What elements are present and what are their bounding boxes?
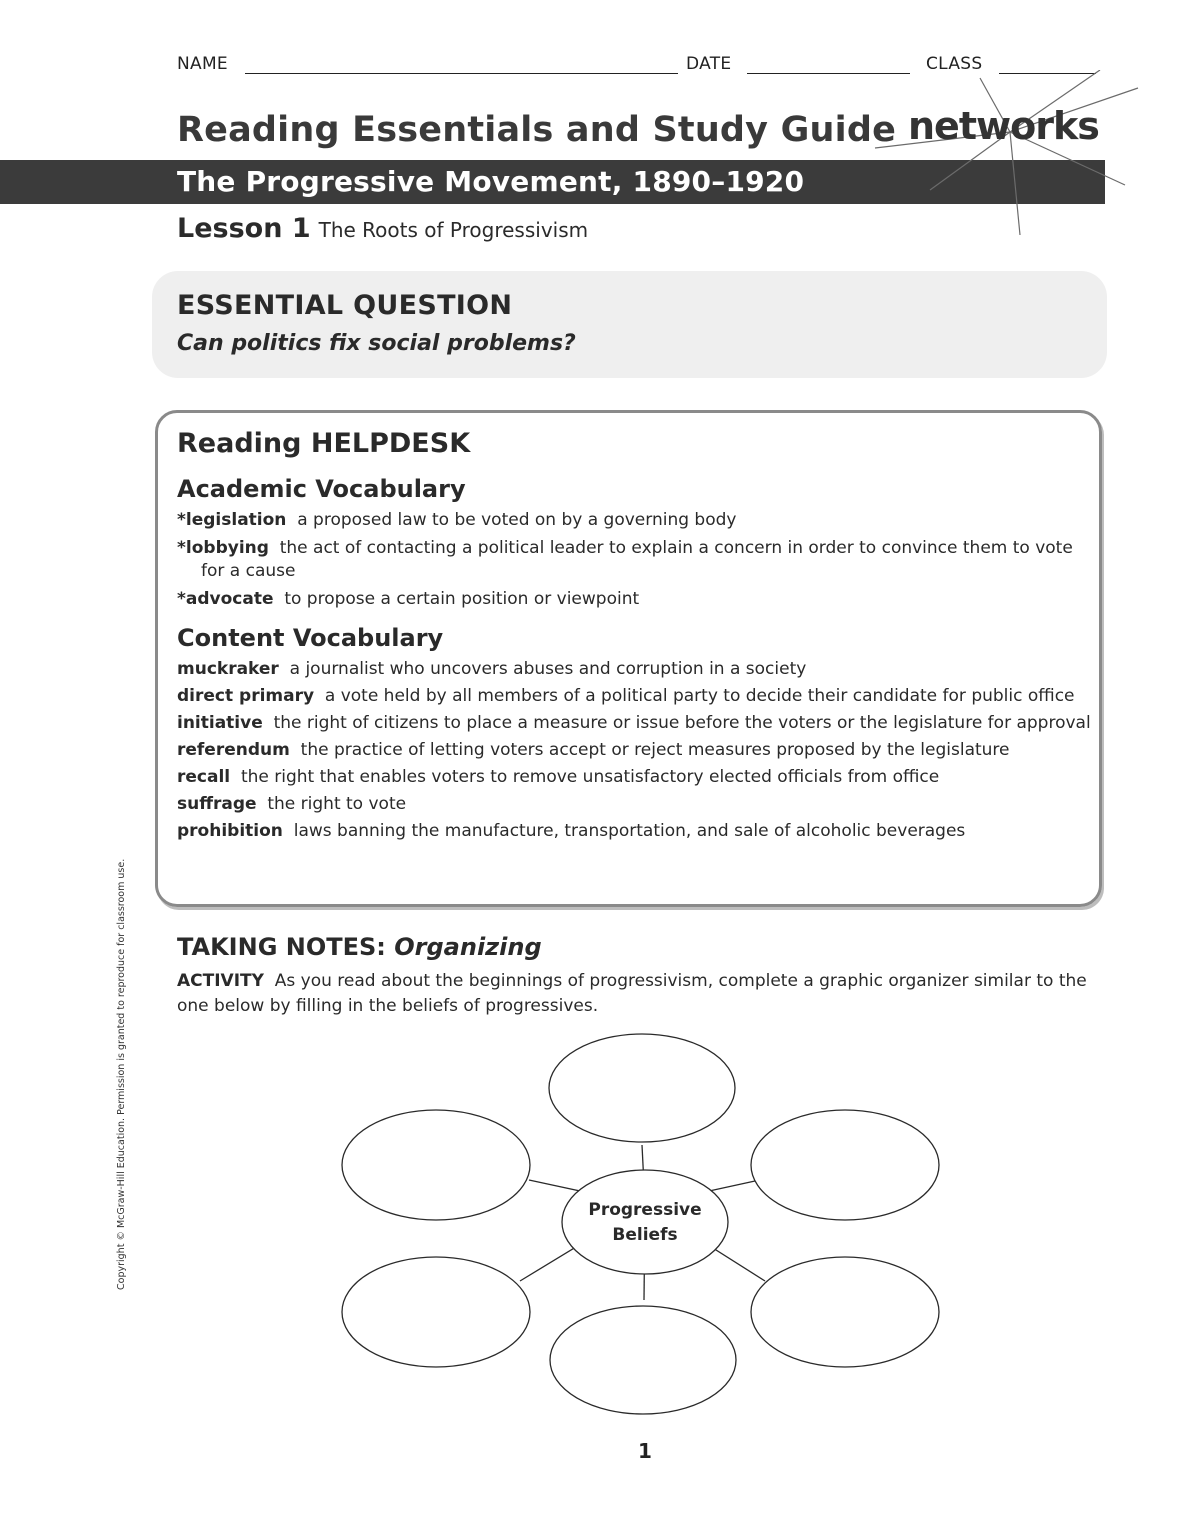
activity-label: ACTIVITY	[177, 971, 264, 991]
vocab-term: recall	[177, 767, 231, 787]
vocab-term: muckraker	[177, 659, 279, 679]
helpdesk-heading: Reading HELPDESK	[177, 428, 471, 459]
vocab-definition: the practice of letting voters accept or reject measures proposed by the legislature	[300, 740, 1010, 760]
vocab-entry	[177, 712, 1092, 735]
vocab-entry	[177, 739, 1092, 762]
name-field-line[interactable]	[245, 73, 678, 74]
academic-vocabulary-heading: Academic Vocabulary	[177, 475, 466, 503]
essential-question-heading: ESSENTIAL QUESTION	[177, 290, 513, 321]
belief-oval-upper-right[interactable]	[751, 1110, 939, 1220]
lesson-line	[177, 213, 588, 244]
unit-title: The Progressive Movement, 1890–1920	[177, 165, 805, 198]
vocab-entry	[177, 793, 1092, 816]
name-label: NAME	[177, 54, 228, 74]
center-oval	[562, 1170, 728, 1274]
vocab-entry	[177, 658, 1092, 681]
vocab-term: direct primary	[177, 686, 315, 706]
vocab-definition: the right that enables voters to remove unsatisfactory elected officials from office	[240, 767, 940, 787]
vocab-entry	[177, 537, 1092, 583]
copyright-notice: Copyright © McGraw-Hill Education. Permission is granted to reproduce for classroom use.	[116, 858, 127, 1290]
logo-starburst-icon	[870, 70, 1150, 240]
date-label: DATE	[686, 54, 732, 74]
vocab-definition: a proposed law to be voted on by a governing body	[297, 510, 737, 530]
belief-oval-lower-left[interactable]	[342, 1257, 530, 1367]
vocab-definition: the right of citizens to place a measure or issue before the voters or the legislature for approval	[273, 713, 1091, 733]
vocab-entry	[177, 820, 1092, 843]
center-label-line1: Progressive	[588, 1200, 702, 1220]
page-number: 1	[638, 1439, 652, 1463]
belief-oval-top[interactable]	[549, 1034, 735, 1142]
vocab-definition: to propose a certain position or viewpoint	[284, 589, 640, 609]
graphic-organizer	[330, 1025, 950, 1425]
vocab-term: *lobbying	[177, 538, 269, 558]
vocab-term: *legislation	[177, 510, 287, 530]
belief-oval-upper-left[interactable]	[342, 1110, 530, 1220]
vocab-entry	[177, 509, 1092, 532]
vocab-definition: the right to vote	[267, 794, 407, 814]
class-label: CLASS	[926, 54, 983, 74]
vocab-term: *advocate	[177, 589, 274, 609]
guide-title: Reading Essentials and Study Guide	[177, 110, 897, 150]
vocab-entry	[177, 588, 1092, 611]
belief-oval-lower-right[interactable]	[751, 1257, 939, 1367]
taking-notes-label: TAKING NOTES:	[177, 933, 386, 961]
taking-notes-subheading: Organizing	[394, 933, 542, 961]
content-vocabulary-heading: Content Vocabulary	[177, 624, 444, 652]
networks-logo: networks	[908, 104, 1099, 148]
taking-notes-heading	[177, 933, 542, 961]
vocab-entry	[177, 685, 1092, 708]
belief-oval-bottom[interactable]	[550, 1306, 736, 1414]
activity-instructions	[177, 969, 1102, 1019]
center-label-line2: Beliefs	[612, 1225, 678, 1245]
vocab-entry	[177, 766, 1092, 789]
vocab-term: initiative	[177, 713, 263, 733]
essential-question-text: Can politics fix social problems?	[177, 331, 576, 356]
essential-question-box	[152, 271, 1107, 378]
lesson-number: Lesson 1	[177, 213, 311, 244]
lesson-name: The Roots of Progressivism	[318, 218, 589, 242]
vocab-definition: the act of contacting a political leader to explain a concern in order to convince them to vote for a cause	[201, 538, 1073, 581]
vocab-term: referendum	[177, 740, 290, 760]
vocab-definition: a journalist who uncovers abuses and corruption in a society	[289, 659, 807, 679]
academic-vocabulary-list	[177, 509, 1092, 611]
content-vocabulary-list	[177, 658, 1092, 843]
vocab-definition: a vote held by all members of a political party to decide their candidate for public office	[324, 686, 1075, 706]
vocab-term: prohibition	[177, 821, 283, 841]
vocab-term: suffrage	[177, 794, 257, 814]
vocab-definition: laws banning the manufacture, transportation, and sale of alcoholic beverages	[293, 821, 966, 841]
activity-text: As you read about the beginnings of progressivism, complete a graphic organizer similar to the one below by filling in the beliefs of progressives.	[177, 971, 1087, 1016]
